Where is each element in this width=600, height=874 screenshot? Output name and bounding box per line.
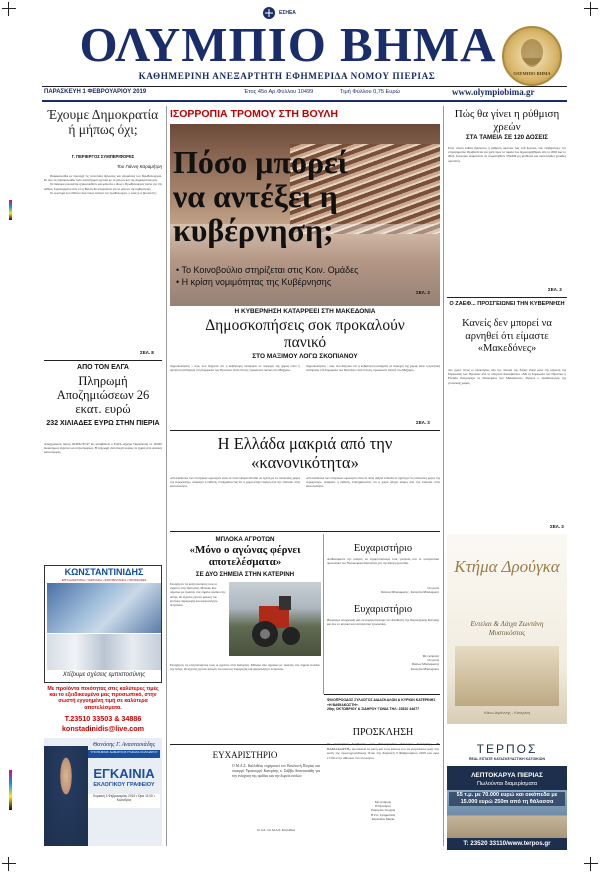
ktima-venue <box>455 646 559 706</box>
thanks1-title: Ευχαριστήριο <box>353 543 413 554</box>
macedonia-headline: Δημοσκοπήσεις σοκ προκαλούν πανικό <box>205 317 405 351</box>
lead-bullet: • Η κρίση νομιμότητας της Κυβέρνησης <box>176 277 332 287</box>
terpos-location-title: ΛΕΠΤΟΚΑΡΥΑ ΠΙΕΡΙΑΣ <box>471 772 543 779</box>
debts-continued[interactable]: ΣΕΛ. 3 <box>548 287 562 292</box>
thanks1-sign: Οι γονείς Παύλος Μπαλαμώτης - Κατερίνα Μπαλαμώτη <box>381 586 439 595</box>
tractor-icon <box>229 582 321 656</box>
dateline-rule-bottom <box>42 100 567 102</box>
editorial-kicker: Γ. ΠΕΡΙΕΡΓΟΣ ΣΥΜΠΕΡΙΦΟΡΕΣ <box>71 154 135 159</box>
column-divider <box>166 106 167 846</box>
thanks2-body: Θεωρούμε υποχρέωσή μας να ευχαριστήσουμε τον Διευθυντή της Χειρουργικής Κλινικής και όλο το ιατρικό και νοσηλευτικό προσωπικό. <box>327 618 439 627</box>
philo-sign: Με εκτίμηση Η Πρόεδρος Ζαφειρίου Γεωργία Η Γεν. Γραμματέας Σαρανίδου Μαρία <box>370 800 396 821</box>
lead-bullet-text: Η κρίση νομιμότητας της Κυβέρνησης <box>181 277 332 287</box>
konstantinidis-services: ΕΡΓΑ ΗΛΕΚΤΡΙΚΑ • ΥΔΡΑΥΛΙΚΑ • ΦΩΤΟΒΟΛΤΑΪΚΑ • ΠΡΟΣΦΟΡΕΣ <box>61 578 147 582</box>
terpos-brand: ΤΕΡΠΟΣ <box>476 742 538 756</box>
farmers-sub: ΣΕ ΔΥΟ ΣΗΜΕΙΑ ΣΤΗΝ ΚΑΤΕΡΙΝΗ <box>195 571 295 578</box>
event-details: Κυριακή 3 Φεβρουαρίου 2019 • Ώρα 11:00 • Κολινδρός <box>88 794 160 808</box>
konstantinidis-brand: ΚΩΝΣΤΑΝΤΙΝΙΔΗΣ <box>64 567 144 577</box>
masthead-subtitle: ΚΑΘΗΜΕΡΙΝΗ ΑΝΕΞΑΡΤΗΤΗ ΕΦΗΜΕΡΙΔΑ ΝΟΜΟΥ ΠΙΕΡΙΑΣ <box>138 71 436 81</box>
terpos-sub: REAL ESTATE ΚΑΤΑΣΚΕΥΑΣΤΙΚΗ ΚΑΤΟΙΚΙΩΝ <box>469 757 545 761</box>
lead-bullet-text: Το Κοινοβούλιο στηρίζεται στις Κοιν. Ομάδες <box>181 265 359 275</box>
terpos-header <box>447 740 567 766</box>
debts-body: Στην τελική ευθεία βρίσκεται η ρύθμιση οφειλών έως 120 δόσεων, που επιβαρύνουν τον επιχειρηματία. Προβλέπεται για χρέη προς τα ταμεία που δημιουργήθηκαν από το 2002 έως το 2016. Συνολικά αναμένεται να επωφεληθούν 559.000 μη μισθωτοί και εκατοντάδες χιλιάδες οφειλέτες. <box>448 146 566 163</box>
editorial-headline: Έχουμε Δημοκρατία ή μήπως όχι; <box>47 107 159 137</box>
philo-address: 28ης ΟΚΤΩΒΡΙΟΥ & ΣΙΔΗΡΟΥ ΓΩΝΙΑ ΤΗΛ: 23510 34677 <box>327 707 420 711</box>
issue-price: Τιμή Φύλλου 0,75 Ευρώ <box>340 89 400 95</box>
anastasiadis-ad[interactable] <box>44 738 162 846</box>
terpos-offer: 55 τ.μ. με 70.000 ευρώ και οικόπεδα με 15.000 ευρώ 250m από τη θάλασσα <box>449 792 565 806</box>
elga-headline: Πληρωμή Αποζημιώσεων 26 εκατ. ευρώ <box>56 374 150 416</box>
candidate-name: Θανάσης Γ. Αναστασιάδης <box>92 742 156 748</box>
ktima-location: Κάτω Αγιάννης - Κατερίνη <box>484 710 530 715</box>
greece-headline: Η Ελλάδα μακριά από την «κανονικότητα» <box>217 434 393 472</box>
crop-mark <box>2 2 16 16</box>
editorial-paragraph: Τα διάφορα ρουσφέτια εξακολουθούν και μάλιστα ο ίδιος ο Πρωθυπουργός έφυγε για την Αθήνα. Συγκεκριμένα είπε ότι η Βουλή θα αποφασίσει για το μέλλον της κυβέρνησης. <box>44 182 162 191</box>
tractor-photo <box>229 582 321 656</box>
editorial-paragraph: Το ερώτημα που τίθεται είναι ποιος εκλέγει τον πρωθυπουργό, ο λαός ή οι βουλευτές; <box>50 190 157 195</box>
event-title: ΕΓΚΑΙΝΙΑ <box>93 766 155 781</box>
greece-body-col2: «Οι αποδόσεις των ελληνικών ομολόγων είναι σε πολύ υψηλά επίπεδα σε σχέση με τις υπόλοιπες χώρες της ευρωζώνης», αναφέρει η έκθεση, επισημαίνοντας ότι η χώρα απέχει ακόμη από την επάνοδο στην κανονικότητα. <box>306 476 440 489</box>
thanks3-title: ΕΥΧΑΡΙΣΤΗΡΙΟ <box>212 750 278 760</box>
editorial-continued[interactable]: ΣΕΛ. 8 <box>140 350 154 355</box>
olympio-logo <box>502 26 562 86</box>
color-bar <box>9 770 12 810</box>
column-divider <box>443 106 444 846</box>
macedonia-body: Δημοσκοπήσεις – σοκ, που δείχνουν ότι η κυβέρνηση καταρρέει σε περιοχές της χώρας όπου η αρνητική αντίδραση στη Συμφωνία των Πρεσπών είναι έντονη, προκαλούν πανικό στο Μαξίμου. <box>170 364 300 373</box>
event-subtitle: ΕΚΛΟΓΙΚΟΥ ΓΡΑΦΕΙΟΥ <box>93 782 155 788</box>
logo-text: ΟΛΥΜΠΙΟ ΒΗΜΑ <box>513 71 551 76</box>
elga-sub: 232 ΧΙΛΙΑΔΕΣ ΕΥΡΩ ΣΤΗΝ ΠΙΕΡΙΑ <box>46 420 160 427</box>
thanks2-sign: Με εκτίμηση Οι γονείς Παύλος Μπαλαμώτης Κατερίνα Μπαλαμώτη <box>410 654 439 671</box>
macedonia-kicker: Η ΚΥΒΕΡΝΗΣΗ ΚΑΤΑΡΡΕΕΙ ΣΤΗ ΜΑΚΕΔΟΝΙΑ <box>234 308 376 315</box>
philo-title: ΠΡΟΣΚΛΗΣΗ <box>352 727 414 738</box>
farmers-body: Συνεχίζουν τις κινητοποιήσεις τους οι αγρότες στην Κατερίνη. Μπλόκο δύο σημείων με τρακτέρ στα σημεία εισόδου της πόλης. Οι αγρότες ζητούν μείωση του κόστους παραγωγής και αφορολόγητο πετρέλαιο. <box>170 582 226 608</box>
konstantinidis-slogan: Χτίζουμε σχέσεις εμπιστοσύνης <box>62 672 146 678</box>
section-divider <box>44 360 162 361</box>
konstantinidis-phones[interactable]: Τ.23510 33503 & 34886 <box>64 714 142 723</box>
konstantinidis-email[interactable]: konstadinidis@live.com <box>61 724 145 733</box>
konstantinidis-ad[interactable] <box>44 565 162 683</box>
issue-date: ΠΑΡΑΣΚΕΥΗ 1 ΦΕΒΡΟΥΑΡΙΟΥ 2019 <box>44 89 147 95</box>
website-link[interactable]: www.olympiobima.gr <box>452 87 535 97</box>
terpos-contact[interactable]: Τ: 23520 33110/www.terpos.gr <box>447 838 567 850</box>
thanks3-body: Ο Μ.Α.Σ. Καλλιθέας ευχαριστεί τον Βουλευτή Πιερίας και υπουργό Υφυπουργό Κατερίνης κ. Σάββα Αναστασιάδη για την ενίσχυση της ομάδας και την δωρεά στολών. <box>232 764 320 778</box>
debts-headline: Πώς θα γίνει η ρύθμιση χρεών <box>454 108 560 133</box>
konstantinidis-tagline: Με προϊόντα ποιότητας στις καλύτερες τιμές και το εξειδικευμένο μας προσωπικό, στην σωστή εγγυημένη τιμή σε καλύτερα αποτελέσματα. <box>47 686 159 711</box>
lead-kicker: ΙΣΟΡΡΟΠΙΑ ΤΡΟΜΟΥ ΣΤΗ ΒΟΥΛΗ <box>170 108 338 120</box>
issue-number: Έτος 45ο Αρ.Φύλλου 10499 <box>244 89 314 95</box>
thanks3-sign: Το Δ.Σ. του Μ.Α.Σ. Καλλιθέας <box>256 828 296 832</box>
editorial-body <box>44 174 162 350</box>
thanks2-title: Ευχαριστήριο <box>353 604 413 615</box>
macedonia-sub: ΣΤΟ ΜΑΞΙΜΟΥ ΛΟΓΩ ΣΚΟΠΙΑΝΟΥ <box>252 353 358 360</box>
crop-mark <box>584 2 598 16</box>
editorial-byline: Του Γιάννη Καραμήτρη <box>116 164 162 169</box>
philo-org: ΦΙΛΟΠΡΟΟΔΟΣ ΣΥΛΛΟΓΟΣ ΔΙΔΑΣΚΑΛΩΝ & ΚΥΡΙΩΝ ΚΑΤΕΡΙΝΗΣ «Η ΒΑΦΙΑΚΩΣΤΗ» <box>327 698 436 707</box>
lead-bullet: • Το Κοινοβούλιο στηρίζεται στις Κοιν. Ομάδες <box>176 265 359 275</box>
ktima-ad[interactable] <box>447 534 567 724</box>
greece-body: «Οι αποδόσεις των ελληνικών ομολόγων είναι σε πολύ υψηλά επίπεδα σε σχέση με τις υπόλοιπες χώρες της ευρωζώνης», αναφέρει η έκθεση, επισημαίνοντας ότι η χώρα απέχει ακόμη από την επάνοδο στην κανονικότητα. <box>170 476 300 489</box>
zaev-kicker: Ο ΖΑΕΦ... ΠΡΟΣΓΕΙΩΝΕΙ ΤΗΝ ΚΥΒΕΡΝΗΣΗ <box>449 301 565 307</box>
color-bar <box>9 200 12 220</box>
section-divider <box>324 694 440 695</box>
zaev-continued[interactable]: ΣΕΛ. 3 <box>550 524 564 529</box>
esea-label: ΕΣΗΕΑ <box>279 10 296 16</box>
farmers-kicker: ΜΠΛΟΚΑ ΑΓΡΟΤΩΝ <box>215 536 275 543</box>
konstantinidis-products <box>47 634 161 670</box>
lead-headline: Πόσο μπορεί να αντέξει η κυβέρνηση; <box>173 144 348 248</box>
column-divider <box>323 534 324 694</box>
crop-mark <box>584 857 598 871</box>
macedonia-continued[interactable]: ΣΕΛ. 3 <box>416 420 430 425</box>
masthead-title: ΟΛΥΜΠΙΟ ΒΗΜΑ <box>79 17 497 72</box>
farmers-body-wide: Συνεχίζουν τις κινητοποιήσεις τους οι αγρότες στην Κατερίνη. Μπλόκο δύο σημείων με τρακτέρ στα σημεία εισόδου της πόλης. Οι αγρότες ζητούν μείωση του κόστους παραγωγής και αφορολόγητο πετρέλαιο. <box>170 663 320 672</box>
philo-body: Το Διοικητικό Συμβούλιο του Φιλοπρόοδου Συλλόγου Κατερίνης «Η ΒΑΦΙΑΚΩΣΤΗ» προσκαλεί τα μέλη και τους φίλους του να γιορτάσουν μαζί την κοπή της πρωτοχρονιάτικης πίτας την Κυριακή 3 Φεβρουαρίου 2019 και ώρα 17.00 στην αίθουσα του συλλόγου. <box>327 742 439 760</box>
lead-continued[interactable]: ΣΕΛ. 3 <box>416 290 430 295</box>
candidate-photo <box>44 746 88 846</box>
zaev-body: Δεν έχουν τέλος οι προκλήσεις από την πλευρά του Ζόραν Ζάεφ μετά την κύρωση της Συμφωνίας των Πρεσπών από το ελληνικό Κοινοβούλιο. «Με τη Συμφωνία των Πρεσπών η Ελλάδα αναγνωρίζει τα δικαιώματα των Μακεδόνων», δήλωσε ο πρωθυπουργός της γειτονικής χώρας. <box>448 368 566 385</box>
debts-sub: ΣΤΑ ΤΑΜΕΙΑ ΣΕ 120 ΔΟΣΕΙΣ <box>466 134 548 141</box>
section-divider <box>170 531 440 532</box>
editorial-paragraph: Παρακολουθώ με προσοχή τις τελευταίες δηλώσεις και αποφάσεις του Πρωθυπουργού. Κι όσο τις παρακολουθώ τόσο απελπίζομαι σχετικά με το μέλλον και της Δημοκρατίας μας. <box>44 174 162 183</box>
section-divider <box>170 430 440 431</box>
terpos-location-sub: Πωλούνται διαμερίσματα <box>476 781 538 787</box>
crop-mark <box>2 857 16 871</box>
ktima-name: Κτήμα Δρούγκα <box>454 557 560 576</box>
thanks1-body: Αισθανόμαστε την ανάγκη να ευχαριστήσουμε τους γιατρούς και το νοσηλευτικό προσωπικό του Νοσοκομείου Κατερίνης για την άψογη φροντίδα. <box>327 557 439 566</box>
section-divider <box>447 297 567 298</box>
candidate-role: ΥΠΟΨΗΦΙΟΣ ΔΗΜΑΡΧΟΣ ΠΥΔΝΑΣ-ΚΟΛΙΝΔΡΟΥ <box>88 750 160 758</box>
elga-kicker: ΑΠΟ ΤΟΝ ΕΛΓΑ <box>77 364 129 371</box>
zaev-headline: Κανείς δεν μπορεί να αρνηθεί ότι είμαστε «Μακεδόνες» <box>462 318 552 354</box>
ktima-couple: Εντελαι & Λάιχα Ζωντάνη Μυστικόστας <box>470 620 544 637</box>
konstantinidis-photo <box>47 583 161 633</box>
macedonia-body-col2: Δημοσκοπήσεις – σοκ, που δείχνουν ότι η κυβέρνηση καταρρέει σε περιοχές της χώρας όπου η αρνητική αντίδραση στη Συμφωνία των Πρεσπών είναι έντονη, προκαλούν πανικό στο Μαξίμου. <box>306 364 440 373</box>
farmers-headline: «Μόνο ο αγώνας φέρνει αποτελέσματα» <box>189 544 301 568</box>
elga-body: Αποζημιώσεις ύψους 26.006.767,67 δις καταβάλλει ο ΕΛΓΑ σήμερα Παρασκευή σε 18.665 δικαιούχους αγρότες και κτηνοτρόφους. Η πληρωμή αντιστοιχεί κυρίως σε ζημιές από φυσικές καταστροφές. <box>44 442 162 455</box>
